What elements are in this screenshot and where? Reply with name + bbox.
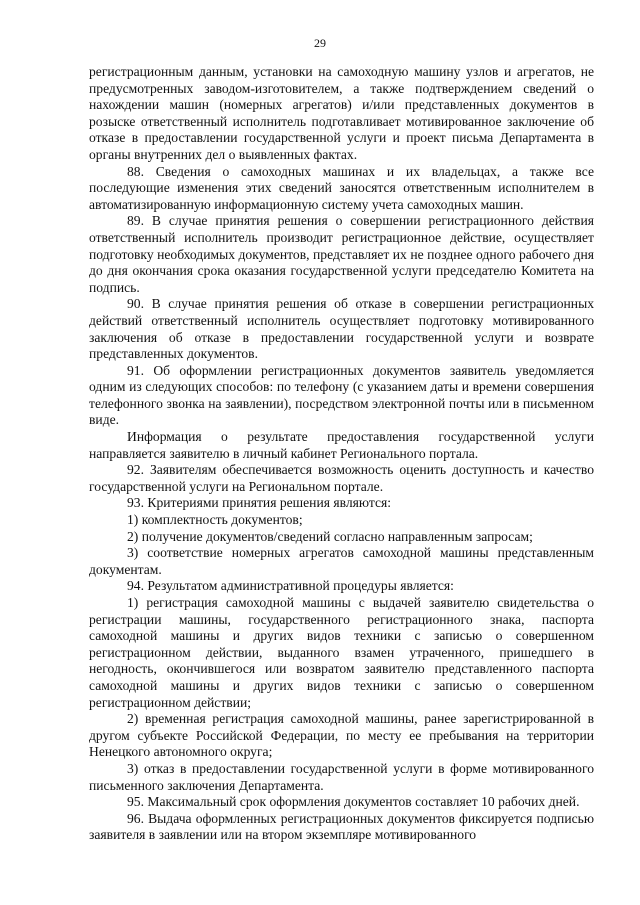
paragraph: регистрационным данным, установки на самоходную машину узлов и агрегатов, не предусмотренных заводом-изготовителем, а также подтверждением сведений о нахождении машин (номерных агрегатов) и/или представленных документов в розыске ответственный исполнитель подготавливает мотивированное заключение об отказе в предоставлении государственной услуги и проект письма Департамента в органы внутренних дел о выявленных фактах. bbox=[89, 64, 594, 162]
paragraph: 93. Критериями принятия решения являются: bbox=[127, 495, 392, 511]
paragraph: 92. Заявителям обеспечивается возможность оценить доступность и качество государственной услуги на Региональном портале. bbox=[89, 462, 594, 494]
paragraph: 1) комплектность документов; bbox=[127, 512, 303, 528]
paragraph: 91. Об оформлении регистрационных документов заявитель уведомляется одним из следующих способов: по телефону (с указанием даты и времени совершения телефонного звонка на заявлении), посредством электронной почты или в письменном виде. bbox=[89, 362, 594, 428]
page-number: 29 bbox=[314, 36, 326, 50]
paragraph: 90. В случае принятия решения об отказе в совершении регистрационных действий ответственный исполнитель осуществляет подготовку мотивированного заключения об отказе в предоставлении государственной услуги и возврате представленных документов. bbox=[89, 296, 594, 362]
paragraph: 2) получение документов/сведений согласно направленным запросам; bbox=[127, 528, 533, 544]
paragraph: Информация о результате предоставления государственной услуги направляется заявителю в личный кабинет Регионального портала. bbox=[89, 429, 594, 461]
paragraph: 89. В случае принятия решения о совершении регистрационного действия ответственный исполнитель производит регистрационное действие, осуществляет подготовку необходимых документов, представляет их не позднее одного рабочего дня до дня окончания срока оказания государственной услуги председателю Комитета на подпись. bbox=[89, 213, 594, 295]
paragraph: 88. Сведения о самоходных машинах и их владельцах, а также все последующие изменения этих сведений заносятся ответственным исполнителем в автоматизированную информационную систему учета самоходных машин. bbox=[89, 163, 594, 212]
paragraph: 96. Выдача оформленных регистрационных документов фиксируется подписью заявителя в заявлении или на втором экземпляре мотивированного bbox=[89, 810, 594, 843]
document-body bbox=[89, 64, 594, 844]
paragraph: 3) соответствие номерных агрегатов самоходной машины представленным документам. bbox=[89, 545, 594, 577]
paragraph: 94. Результатом административной процедуры является: bbox=[127, 578, 454, 594]
paragraph: 95. Максимальный срок оформления документов составляет 10 рабочих дней. bbox=[127, 794, 580, 810]
paragraph: 1) регистрация самоходной машины с выдачей заявителю свидетельства о регистрации машины, государственного регистрационного знака, паспорта самоходной машины и других видов техники с записью о совершенном регистрационном действии, выданного взамен утраченного, пришедшего в негодность, окончившегося или возвратом заявителю представленного паспорта самоходной машины и других видов техники с записью о совершенном регистрационном действии; bbox=[89, 595, 594, 710]
paragraph: 3) отказ в предоставлении государственной услуги в форме мотивированного письменного заключения Департамента. bbox=[89, 760, 594, 793]
paragraph: 2) временная регистрация самоходной машины, ранее зарегистрированной в другом субъекте Российской Федерации, по месту ее пребывания на территории Ненецкого автономного округа; bbox=[89, 711, 594, 760]
